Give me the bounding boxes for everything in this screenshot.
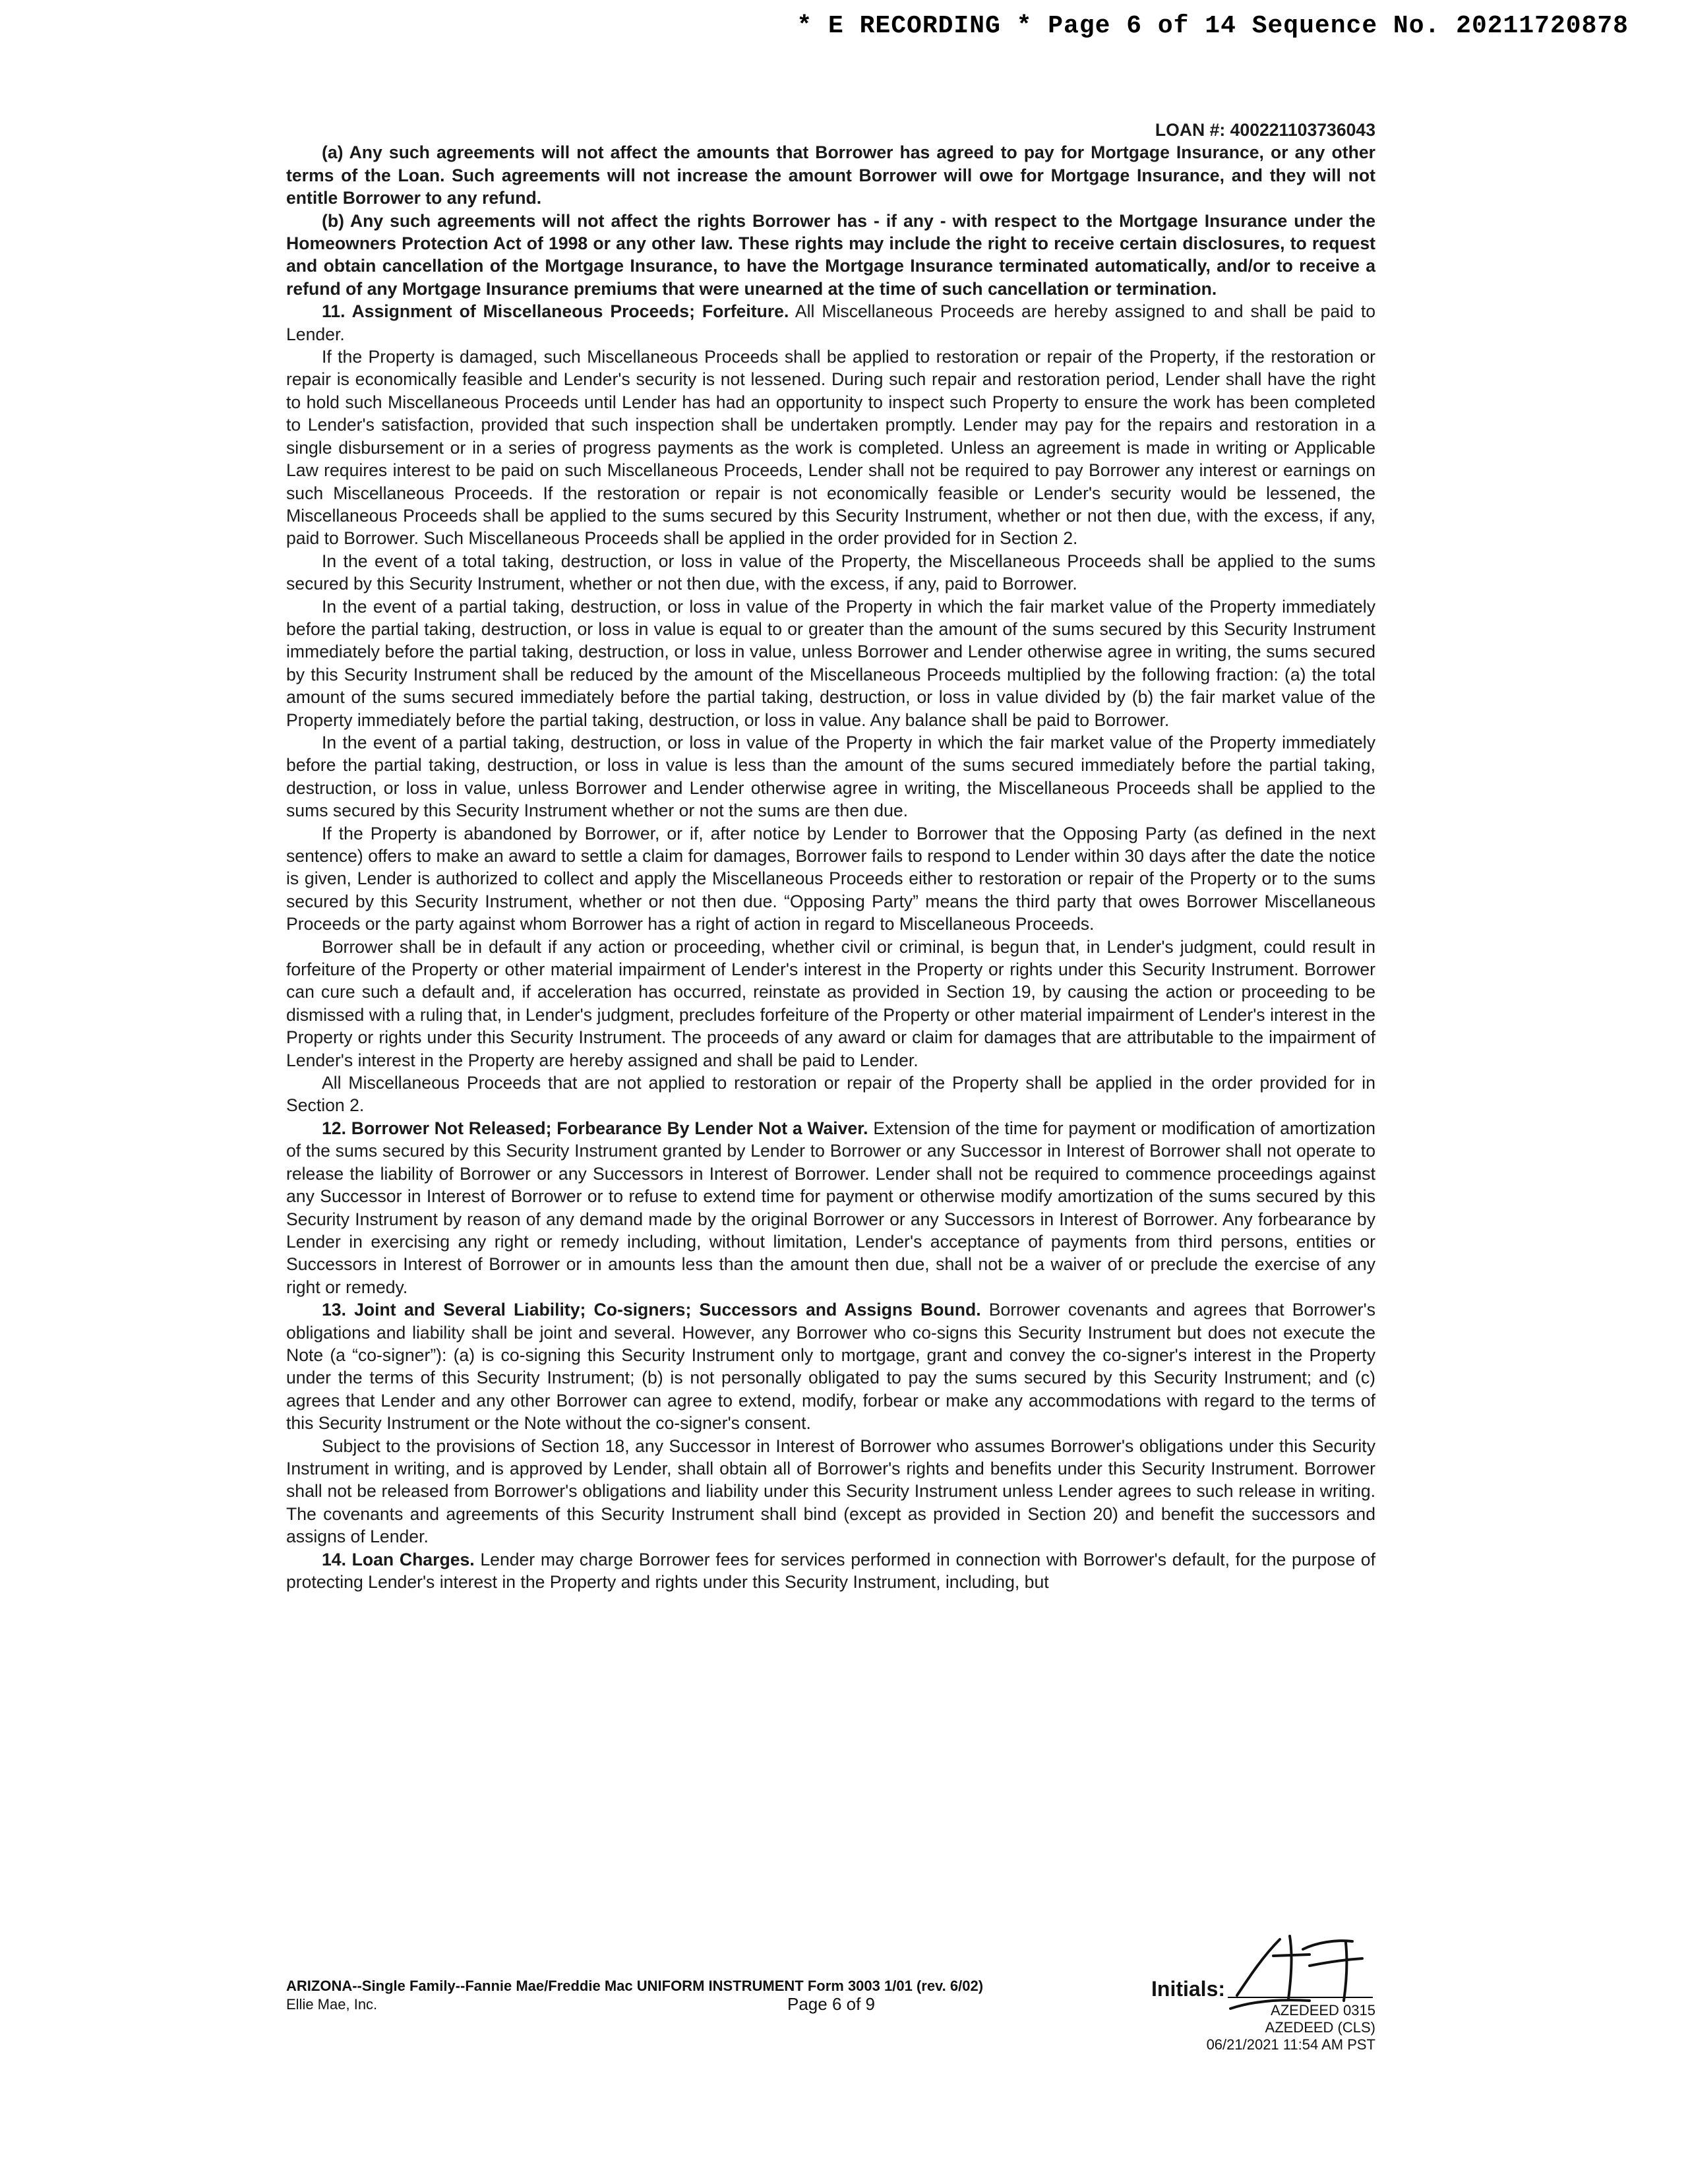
document-codes [1207,2002,1375,2053]
section-12-text: Extension of the time for payment or modification of amortization of the sums secured by this Security Instrument granted by Lender to Borrower or any Successor in Interest of Borrower shall not operate to release the liability of Borrower or any Successors in Interest of Borrower. Lender shall not be required to commence proceedings against any Successor in Interest of Borrower or to refuse to extend time for payment or otherwise modify amortization of the sums secured by this Security Instrument by reason of any demand made by the original Borrower or any Successors in Interest of Borrower. Any forbearance by Lender in exercising any right or remedy including, without limitation, Lender's acceptance of payments from third persons, entities or Successors in Interest of Borrower or in amounts less than the amount then due, shall not be a waiver of or preclude the exercise of any right or remedy. [286,1118,1375,1297]
section-13 [286,1298,1375,1434]
initials-label: Initials: [1151,1977,1226,2001]
document-body [286,119,1375,1593]
signature-initials-icon [1211,1916,1375,2015]
print-timestamp: 06/21/2021 11:54 AM PST [1206,2036,1375,2053]
recording-stamp: * E RECORDING * Page 6 of 14 Sequence No. 20211720878 [797,12,1629,40]
company-name: Ellie Mae, Inc. [286,1996,378,2013]
paragraph-b: (b) Any such agreements will not affect the rights Borrower has - if any - with respect to the Mortgage Insurance under the Homeowners Protection Act of 1998 or any other law. These rights may include the right to receive certain disclosures, to request and obtain cancellation of the Mortgage Insurance, to have the Mortgage Insurance terminated automatically, and/or to receive a refund of any Mortgage Insurance premiums that were unearned at the time of such cancellation or termination. [286,210,1375,299]
section-13-heading: 13. Joint and Several Liability; Co-signers; Successors and Assigns Bound. [322,1300,981,1320]
section-13-text: Borrower covenants and agrees that Borrower's obligations and liability shall be joint and several. However, any Borrower who co-signs this Security Instrument but does not execute the Note (a “co-signer”): (a) is co-signing this Security Instrument only to mortgage, grant and convey the co-signer's interest in the Property under the terms of this Security Instrument; (b) is not personally obligated to pay the sums secured by this Security Instrument; and (c) agrees that Lender and any other Borrower can agree to extend, modify, forbear or make any accommodations with regard to the terms of this Security Instrument or the Note without the co-signer's consent. [286,1300,1376,1434]
section-11-text: All Miscellaneous Proceeds are hereby assigned to and shall be paid to Lender. [286,301,1375,344]
section-11-paragraph: In the event of a total taking, destruction, or loss in value of the Property, the Miscellaneous Proceeds shall be applied to the sums secured by this Security Instrument, whether or not then due, with the excess, if any, paid to Borrower. [286,551,1375,594]
section-14-text: Lender may charge Borrower fees for services performed in connection with Borrower's default, for the purpose of protecting Lender's interest in the Property and rights under this Security Instrument, including, but [286,1549,1375,1592]
section-14 [286,1548,1375,1594]
form-info [286,1977,983,2014]
section-14-heading: 14. Loan Charges. [322,1549,475,1569]
section-11 [286,300,1375,346]
initials-block [1151,1977,1375,2063]
section-13-paragraph: Subject to the provisions of Section 18, any Successor in Interest of Borrower who assumes Borrower's obligations under this Security Instrument in writing, and is approved by Lender, shall obtain all of Borrower's rights and benefits under this Security Instrument. Borrower shall not be released from Borrower's obligations and liability under this Security Instrument unless Lender agrees to such release in writing. The covenants and agreements of this Security Instrument shall bind (except as provided in Section 20) and benefit the successors and assigns of Lender. [286,1436,1375,1547]
section-12-heading: 12. Borrower Not Released; Forbearance By Lender Not a Waiver. [322,1118,868,1138]
section-12 [286,1117,1375,1298]
section-11-paragraph: All Miscellaneous Proceeds that are not applied to restoration or repair of the Property shall be applied in the order provided for in Section 2. [286,1073,1375,1116]
section-11-paragraph: In the event of a partial taking, destruction, or loss in value of the Property in which the fair market value of the Property immediately before the partial taking, destruction, or loss in value is equal to or greater than the amount of the sums secured by this Security Instrument immediately before the partial taking, destruction, or loss in value, unless Borrower and Lender otherwise agree in writing, the sums secured by this Security Instrument shall be reduced by the amount of the Miscellaneous Proceeds multiplied by the following fraction: (a) the total amount of the sums secured immediately before the partial taking, destruction, or loss in value divided by (b) the fair market value of the Property immediately before the partial taking, destruction, or loss in value. Any balance shall be paid to Borrower. [286,596,1375,730]
loan-number: LOAN #: 400221103736043 [1155,120,1375,140]
section-11-heading: 11. Assignment of Miscellaneous Proceeds; Forfeiture. [322,301,789,322]
page-number: Page 6 of 9 [787,1994,875,2014]
section-11-paragraph: Borrower shall be in default if any action or proceeding, whether civil or criminal, is begun that, in Lender's judgment, could result in forfeiture of the Property or other material impairment of Lender's interest in the Property or rights under this Security Instrument. Borrower can cure such a default and, if acceleration has occurred, reinstate as provided in Section 19, by causing the action or proceeding to be dismissed with a ruling that, in Lender's judgment, precludes forfeiture of the Property or other material impairment of Lender's interest in the Property or rights under this Security Instrument. The proceeds of any award or claim for damages that are attributable to the impairment of Lender's interest in the Property are hereby assigned and shall be paid to Lender. [286,936,1375,1070]
form-name: ARIZONA--Single Family--Fannie Mae/Freddie Mac UNIFORM INSTRUMENT Form 3003 1/01 (rev. 6/02) [286,1978,984,1994]
section-11-paragraph: If the Property is abandoned by Borrower, or if, after notice by Lender to Borrower that the Opposing Party (as defined in the next sentence) offers to make an award to settle a claim for damages, Borrower fails to respond to Lender within 30 days after the date the notice is given, Lender is authorized to collect and apply the Miscellaneous Proceeds either to restoration or repair of the Property or to the sums secured by this Security Instrument, whether or not then due. “Opposing Party” means the third party that owes Borrower Miscellaneous Proceeds or the party against whom Borrower has a right of action in regard to Miscellaneous Proceeds. [286,823,1375,934]
section-11-paragraph: If the Property is damaged, such Miscellaneous Proceeds shall be applied to restoration or repair of the Property, if the restoration or repair is economically feasible and Lender's security is not lessened. During such repair and restoration period, Lender shall have the right to hold such Miscellaneous Proceeds until Lender has had an opportunity to inspect such Property to ensure the work has been completed to Lender's satisfaction, provided that such inspection shall be undertaken promptly. Lender may pay for the repairs and restoration in a single disbursement or in a series of progress payments as the work is completed. Unless an agreement is made in writing or Applicable Law requires interest to be paid on such Miscellaneous Proceeds, Lender shall not be required to pay Borrower any interest or earnings on such Miscellaneous Proceeds. If the restoration or repair is not economically feasible or Lender's security would be lessened, the Miscellaneous Proceeds shall be applied to the sums secured by this Security Instrument, whether or not then due, with the excess, if any, paid to Borrower. Such Miscellaneous Proceeds shall be applied in the order provided for in Section 2. [286,347,1375,549]
section-11-paragraph: In the event of a partial taking, destruction, or loss in value of the Property in which the fair market value of the Property immediately before the partial taking, destruction, or loss in value is less than the amount of the sums secured immediately before the partial taking, destruction, or loss in value, unless Borrower and Lender otherwise agree in writing, the Miscellaneous Proceeds shall be applied to the sums secured by this Security Instrument whether or not the sums are then due. [286,732,1375,821]
page-footer [286,1977,1375,2063]
paragraph-a: (a) Any such agreements will not affect the amounts that Borrower has agreed to pay for Mortgage Insurance, or any other terms of the Loan. Such agreements will not increase the amount Borrower will owe for Mortgage Insurance, and they will not entitle Borrower to any refund. [286,142,1375,208]
form-code: AZEDEED 0315 [1271,2002,1375,2018]
form-code-cls: AZEDEED (CLS) [1265,2019,1375,2036]
